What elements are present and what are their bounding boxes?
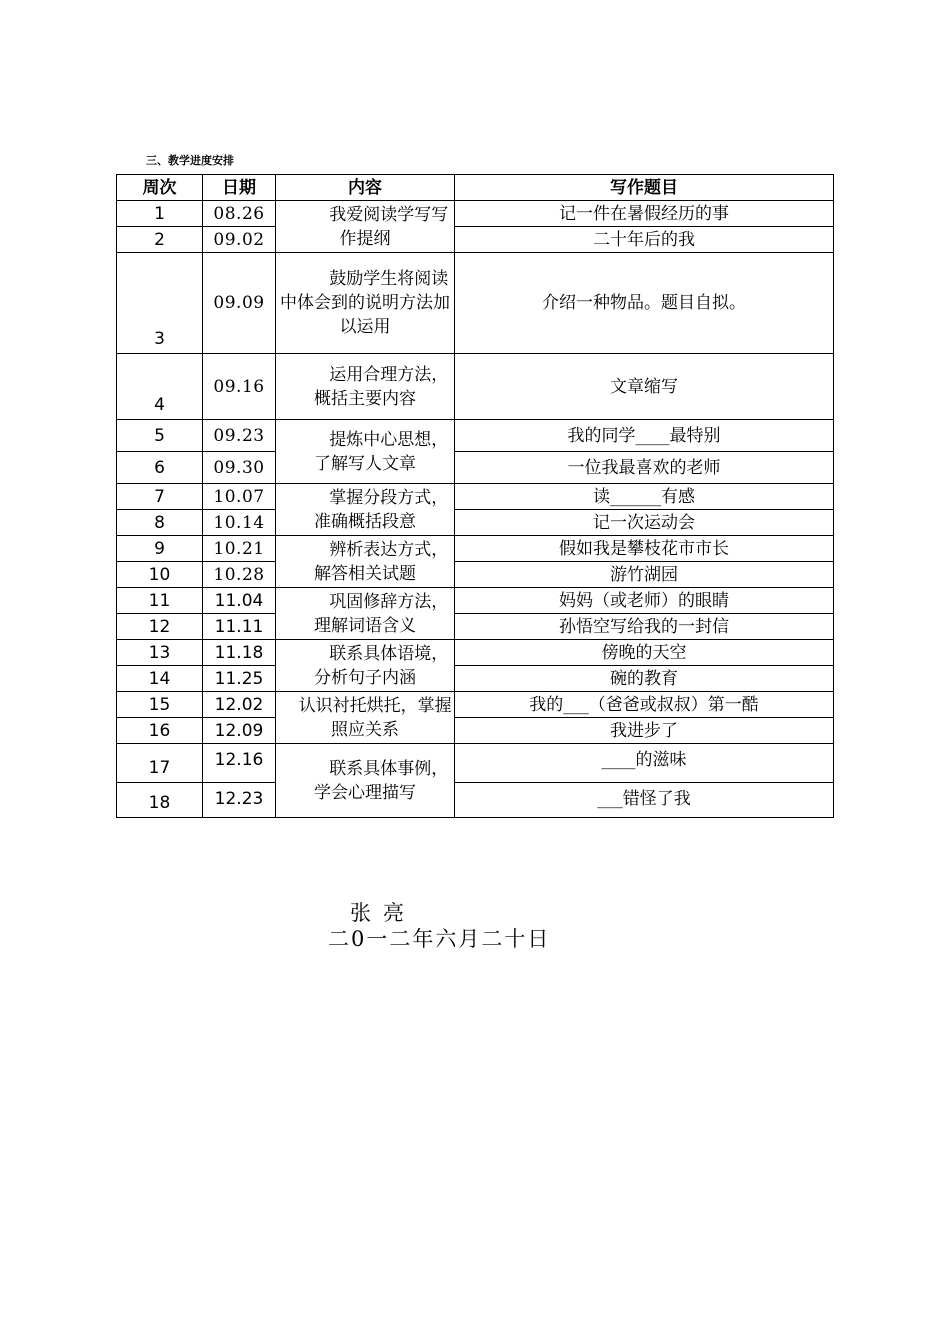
table-row [117, 227, 834, 253]
table-row [117, 718, 834, 744]
content-cell: 运用合理方法，概括主要内容 [276, 354, 455, 420]
date-cell: 09.09 [203, 253, 276, 354]
content-cell: 提炼中心思想，了解写人文章 [276, 420, 455, 484]
date-cell: 08.26 [203, 201, 276, 227]
content-cell: 认识衬托烘托，掌握照应关系 [276, 692, 455, 744]
date-cell: 12.16 [203, 744, 276, 783]
week-cell: 10 [117, 562, 203, 588]
content-cell: 鼓励学生将阅读中体会到的说明方法加以运用 [276, 253, 455, 354]
signature-date: 二0一二年六月二十日 [328, 927, 551, 951]
topic-cell: 读______有感 [455, 484, 834, 510]
topic-cell: 碗的教育 [455, 666, 834, 692]
date-cell: 11.18 [203, 640, 276, 666]
header-content: 内容 [276, 175, 455, 201]
table-row [117, 744, 834, 783]
content-cell: 我爱阅读学写写作提纲 [276, 201, 455, 253]
topic-cell: 妈妈（或老师）的眼睛 [455, 588, 834, 614]
week-cell: 2 [117, 227, 203, 253]
topic-cell: 一位我最喜欢的老师 [455, 452, 834, 484]
date-cell: 09.16 [203, 354, 276, 420]
week-cell: 8 [117, 510, 203, 536]
date-cell: 10.14 [203, 510, 276, 536]
week-cell: 4 [117, 354, 203, 420]
date-cell: 10.28 [203, 562, 276, 588]
week-cell: 11 [117, 588, 203, 614]
teaching-schedule-table [116, 174, 834, 818]
topic-cell: ___错怪了我 [455, 783, 834, 818]
content-cell: 联系具体事例，学会心理描写 [276, 744, 455, 818]
topic-cell: 记一次运动会 [455, 510, 834, 536]
week-cell: 9 [117, 536, 203, 562]
topic-cell: ____的滋味 [455, 744, 834, 783]
table-row [117, 354, 834, 420]
week-cell: 18 [117, 783, 203, 818]
topic-cell: 假如我是攀枝花市市长 [455, 536, 834, 562]
week-cell: 12 [117, 614, 203, 640]
date-cell: 10.07 [203, 484, 276, 510]
topic-cell: 游竹湖园 [455, 562, 834, 588]
signature-block [328, 900, 550, 952]
header-date: 日期 [203, 175, 276, 201]
date-cell: 11.04 [203, 588, 276, 614]
date-cell: 09.23 [203, 420, 276, 452]
date-cell: 09.02 [203, 227, 276, 253]
content-cell: 联系具体语境，分析句子内涵 [276, 640, 455, 692]
topic-cell: 我进步了 [455, 718, 834, 744]
section-title: 三、教学进度安排 [146, 154, 234, 167]
topic-cell: 我的___（爸爸或叔叔）第一酷 [455, 692, 834, 718]
table-row [117, 666, 834, 692]
table-row [117, 614, 834, 640]
content-cell: 巩固修辞方法，理解词语含义 [276, 588, 455, 640]
topic-cell: 记一件在暑假经历的事 [455, 201, 834, 227]
topic-cell: 我的同学____最特别 [455, 420, 834, 452]
table-row [117, 201, 834, 227]
signature-name: 张亮 [350, 901, 416, 925]
table-row [117, 588, 834, 614]
date-cell: 11.11 [203, 614, 276, 640]
table-header-row [117, 175, 834, 201]
date-cell: 11.25 [203, 666, 276, 692]
date-cell: 09.30 [203, 452, 276, 484]
table-row [117, 783, 834, 818]
week-cell: 6 [117, 452, 203, 484]
week-cell: 7 [117, 484, 203, 510]
week-cell: 1 [117, 201, 203, 227]
table-row [117, 452, 834, 484]
topic-cell: 介绍一种物品。题目自拟。 [455, 253, 834, 354]
date-cell: 12.09 [203, 718, 276, 744]
content-cell: 掌握分段方式，准确概括段意 [276, 484, 455, 536]
week-cell: 15 [117, 692, 203, 718]
table-row [117, 253, 834, 354]
table-row [117, 562, 834, 588]
week-cell: 5 [117, 420, 203, 452]
table-row [117, 484, 834, 510]
topic-cell: 傍晚的天空 [455, 640, 834, 666]
table-row [117, 510, 834, 536]
week-cell: 17 [117, 744, 203, 783]
date-cell: 10.21 [203, 536, 276, 562]
header-topic: 写作题目 [455, 175, 834, 201]
content-cell: 辨析表达方式，解答相关试题 [276, 536, 455, 588]
topic-cell: 二十年后的我 [455, 227, 834, 253]
table-row [117, 640, 834, 666]
date-cell: 12.02 [203, 692, 276, 718]
topic-cell: 孙悟空写给我的一封信 [455, 614, 834, 640]
table-row [117, 692, 834, 718]
topic-cell: 文章缩写 [455, 354, 834, 420]
week-cell: 13 [117, 640, 203, 666]
week-cell: 3 [117, 253, 203, 354]
header-week: 周次 [117, 175, 203, 201]
table-row [117, 420, 834, 452]
table-row [117, 536, 834, 562]
week-cell: 14 [117, 666, 203, 692]
date-cell: 12.23 [203, 783, 276, 818]
week-cell: 16 [117, 718, 203, 744]
